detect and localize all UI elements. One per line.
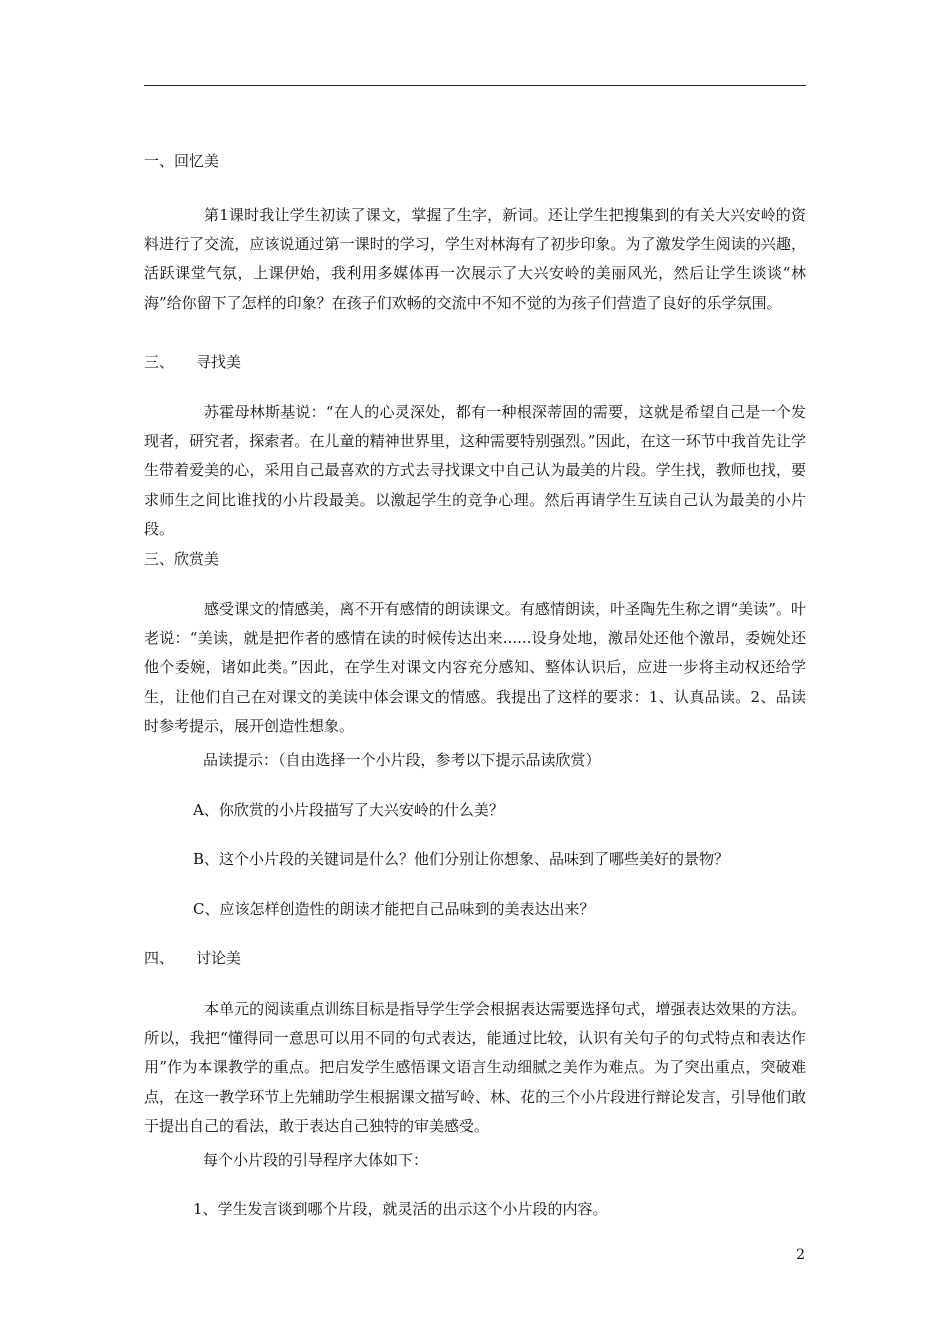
steps-intro: 每个小片段的引导程序大体如下：	[203, 1151, 429, 1169]
paragraph-discuss: 本单元的阅读重点训练目标是指导学生学会根据表达需要选择句式，增强表达效果的方法。所以，我把“懂得同一意思可以用不同的句式表达，能通过比较，认识有关句子的句式特点和表达作用”作为本课教学的重点。把启发学生感悟课文语言生动细腻之美作为难点。为了突出重点，突破难点，在这一教学环节上先辅助学生根据课文描写岭、林、花的三个小片段进行辩论发言，引导他们敢于提出自己的看法，敢于表达自己独特的审美感受。	[144, 1000, 806, 1135]
paragraph-recall: 第1课时我让学生初读了课文，掌握了生字，新词。还让学生把搜集到的有关大兴安岭的资料进行了交流，应该说通过第一课时的学习，学生对林海有了初步印象。为了激发学生阅读的兴趣，活跃课堂气氛，上课伊始，我利用多媒体再一次展示了大兴安岭的美丽风光，然后让学生谈谈“林海”给你留下了怎样的印象？在孩子们欢畅的交流中不知不觉的为孩子们营造了良好的乐学氛围。	[144, 206, 806, 312]
hint-item-c: C、应该怎样创造性的朗读才能把自己品味到的美表达出来？	[193, 900, 595, 918]
heading-number: 三、	[144, 353, 175, 371]
section-heading-appreciate	[144, 549, 219, 569]
paragraph-appreciate: 感受课文的情感美，离不开有感情的朗读课文。有感情朗读，叶圣陶先生称之谓“美读”。叶老说：“美读，就是把作者的感情在读的时候传达出来......设身处地，激昂处还他个激昂，委婉处还他个委婉，诸如此类。”因此，在学生对课文内容充分感知、整体认识后，应进一步将主动权还给学生，让他们自己在对课文的美读中体会课文的情感。我提出了这样的要求：1、认真品读。2、品读时参考提示，展开创造性想象。	[144, 600, 806, 735]
paragraph-seek: 苏霍母林斯基说：“在人的心灵深处，都有一种根深蒂固的需要，这就是希望自己是一个发现者，研究者，探索者。在儿童的精神世界里，这种需要特别强烈。”因此，在这一环节中我首先让学生带着爱美的心，采用自己最喜欢的方式去寻找课文中自己认为最美的片段。学生找，教师也找，要求师生之间比谁找的小片段最美。以激起学生的竞争心理。然后再请学生互读自己认为最美的小片段。	[144, 403, 806, 538]
heading-text: 讨论美	[196, 949, 242, 967]
heading-number: 四、	[144, 949, 175, 967]
heading-text: 一、回忆美	[144, 152, 220, 170]
heading-text: 寻找美	[196, 353, 242, 371]
header-rule	[144, 85, 806, 86]
section-heading-discuss	[144, 948, 241, 968]
step-item-1: 1、学生发言谈到哪个片段，就灵活的出示这个小片段的内容。	[193, 1200, 608, 1218]
heading-text: 三、欣赏美	[144, 550, 220, 568]
hint-item-a: A、你欣赏的小片段描写了大兴安岭的什么美？	[193, 801, 504, 819]
hint-item-b: B、这个小片段的关键词是什么？他们分别让你想象、品味到了哪些美好的景物？	[193, 850, 730, 868]
page-number: 2	[796, 1247, 805, 1263]
reading-hint: 品读提示：（自由选择一个小片段，参考以下提示品读欣赏）	[203, 751, 601, 769]
section-heading-seek	[144, 352, 241, 372]
section-heading-recall	[144, 151, 219, 171]
